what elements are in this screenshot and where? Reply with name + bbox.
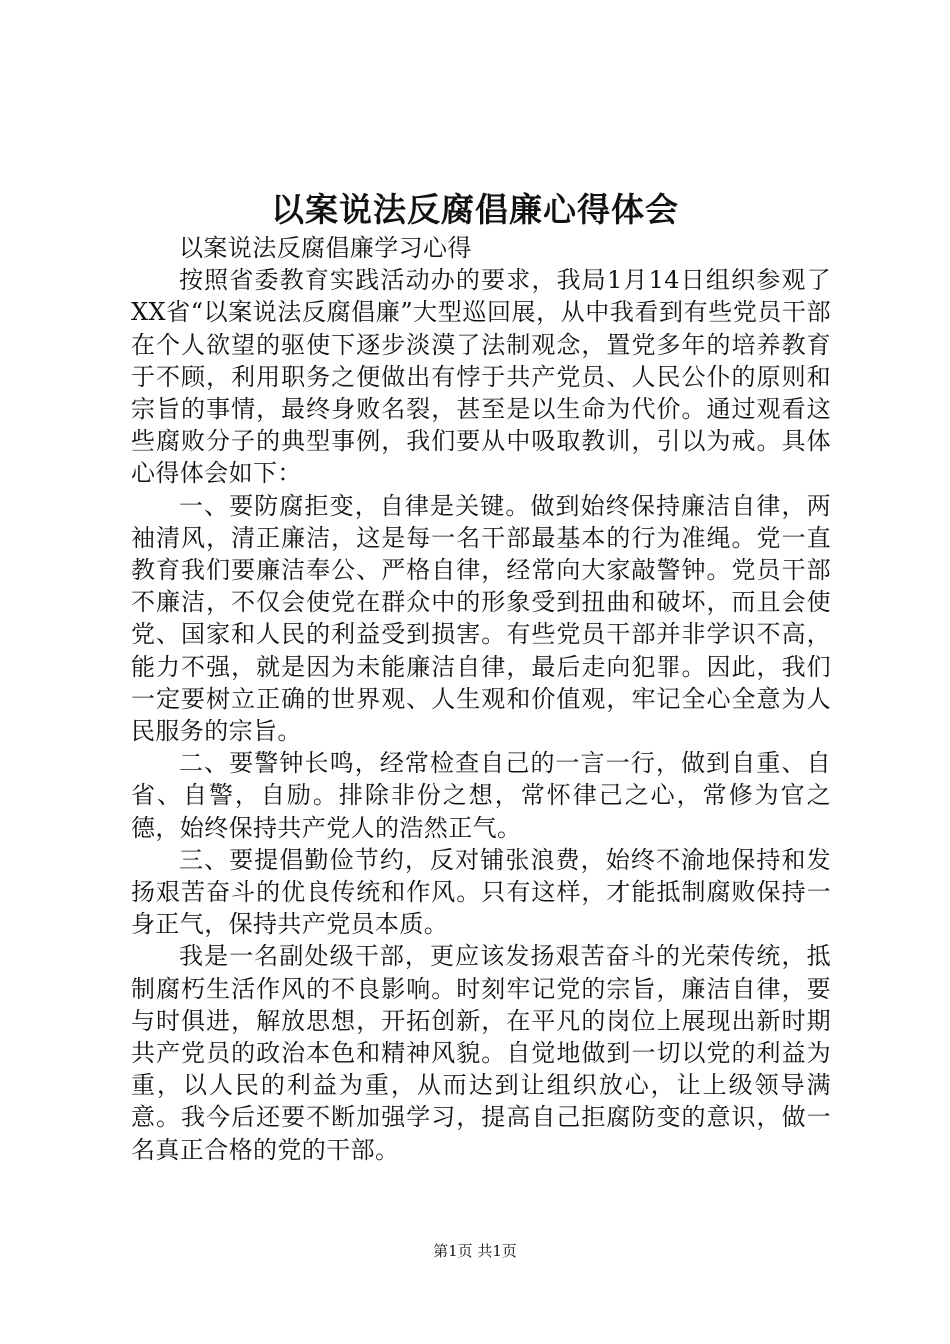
point-three-paragraph: 三、要提倡勤俭节约，反对铺张浪费，始终不渝地保持和发扬艰苦奋斗的优良传统和作风。只有这样，才能抵制腐败保持一身正气，保持共产党员本质。 — [131, 845, 831, 939]
document-title: 以案说法反腐倡廉心得体会 — [271, 190, 679, 229]
point-one-paragraph: 一、要防腐拒变，自律是关键。做到始终保持廉洁自律，两袖清风，清正廉洁，这是每一名干部最基本的行为准绳。党一直教育我们要廉洁奉公、严格自律，经常向大家敲警钟。党员干部不廉洁，不仅会使党在群众中的形象受到扭曲和破坏，而且会使党、国家和人民的利益受到损害。有些党员干部并非学识不高，能力不强，就是因为未能廉洁自律，最后走向犯罪。因此，我们一定要树立正确的世界观、人生观和价值观，牢记全心全意为人民服务的宗旨。 — [131, 491, 831, 746]
conclusion-paragraph: 我是一名副处级干部，更应该发扬艰苦奋斗的光荣传统，抵制腐朽生活作风的不良影响。时刻牢记党的宗旨，廉洁自律，要与时俱进，解放思想，开拓创新，在平凡的岗位上展现出新时期共产党员的政治本色和精神风貌。自觉地做到一切以党的利益为重，以人民的利益为重，从而达到让组织放心，让上级领导满意。我今后还要不断加强学习，提高自己拒腐防变的意识，做一名真正合格的党的干部。 — [131, 942, 831, 1164]
intro-paragraph: 按照省委教育实践活动办的要求，我局1月14日组织参观了XX省“以案说法反腐倡廉”大型巡回展，从中我看到有些党员干部在个人欲望的驱使下逐步淡漠了法制观念，置党多年的培养教育于不顾，利用职务之便做出有悖于共产党员、人民公仆的原则和宗旨的事情，最终身败名裂，甚至是以生命为代价。通过观看这些腐败分子的典型事例，我们要从中吸取教训，引以为戒。具体心得体会如下： — [131, 266, 831, 488]
page-footer: 第1页 共1页 — [433, 1242, 517, 1260]
document-body — [131, 232, 831, 1166]
subtitle-paragraph: 以案说法反腐倡廉学习心得 — [179, 234, 472, 262]
point-two-paragraph: 二、要警钟长鸣，经常检查自己的一言一行，做到自重、自省、自警，自励。排除非份之想，常怀律己之心，常修为官之德，始终保持共产党人的浩然正气。 — [131, 749, 831, 842]
